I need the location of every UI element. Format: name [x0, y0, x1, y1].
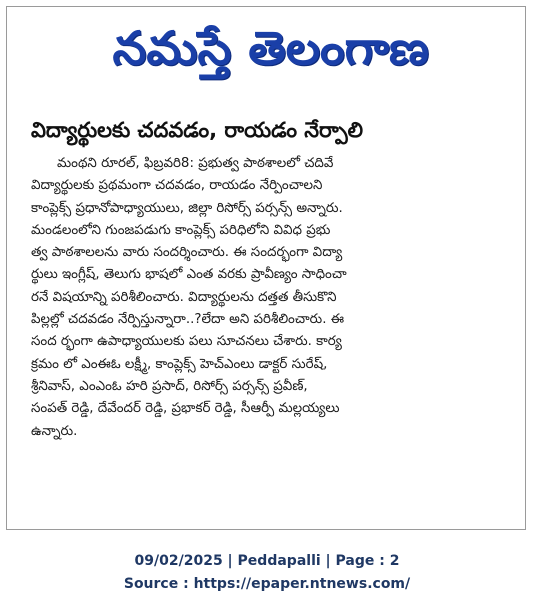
article-line: మంథని రూరల్, ఫిబ్రవరి8: ప్రభుత్వ పాఠశాలలో చదివే: [57, 156, 334, 171]
article-line: త్వ పాఠశాలలను వారు సందర్శించారు. ఈ సందర్భంగా విద్యా: [31, 245, 343, 261]
clipping-source: Source : https://epaper.ntnews.com/: [123, 576, 411, 592]
article-line: క్రమం లో ఎంఈఓ లక్ష్మీ, కాంప్లెక్స్ హెచ్ఎంలు డాక్టర్ సురేష్,: [31, 356, 328, 372]
article-line: శ్రీనివాస్, ఎంఎంఓ హరి ప్రసాద్, రిసోర్స్ పర్సన్స్ ప్రవీణ్,: [31, 378, 308, 394]
article-line: కాంప్లెక్స్ ప్రధానోపాధ్యాయులు, జిల్లా రిసోర్స్ పర్సన్స్ అన్నారు.: [31, 200, 343, 216]
clipping-frame: [6, 6, 526, 530]
clipping-date-edition-page: 09/02/2025 | Peddapalli | Page : 2: [134, 553, 400, 569]
article-headline: విద్యార్థులకు చదవడం, రాయడం నేర్పాలి: [31, 118, 364, 142]
article-line: పిల్లల్లో చదవడం నేర్పిస్తున్నారా..?లేదా అని పరిశీలించారు. ఈ: [31, 312, 345, 328]
article-line: రనే విషయాన్ని పరిశీలించారు. విద్యార్థులను దత్తత తీసుకొని: [31, 289, 337, 305]
masthead-title: నమస్తే తెలంగాణ: [112, 21, 430, 75]
article-line: ర్థులు ఇంగ్లీష్, తెలుగు భాషలో ఎంత వరకు ప్రావీణ్యం సాధించా: [31, 267, 347, 283]
article-line: ఉన్నారు.: [31, 423, 78, 439]
article-body: [31, 153, 507, 443]
article-line: సంపత్ రెడ్డి, దేవేందర్ రెడ్డి, ప్రభాకర్ రెడ్డి, సీఆర్పీ మల్లయ్యలు: [31, 401, 340, 417]
newspaper-masthead-logo: [71, 9, 471, 87]
article-line: సంద ర్భంగా ఉపాధ్యాయులకు పలు సూచనలు చేశారు. కార్య: [31, 334, 342, 350]
article-line: విద్యార్థులకు ప్రథమంగా చదవడం, రాయడం నేర్పించాలని: [31, 178, 323, 194]
article-line: మండలంలోని గుంజపడుగు కాంప్లెక్స్ పరిధిలోని వివిధ ప్రభు: [31, 222, 331, 238]
